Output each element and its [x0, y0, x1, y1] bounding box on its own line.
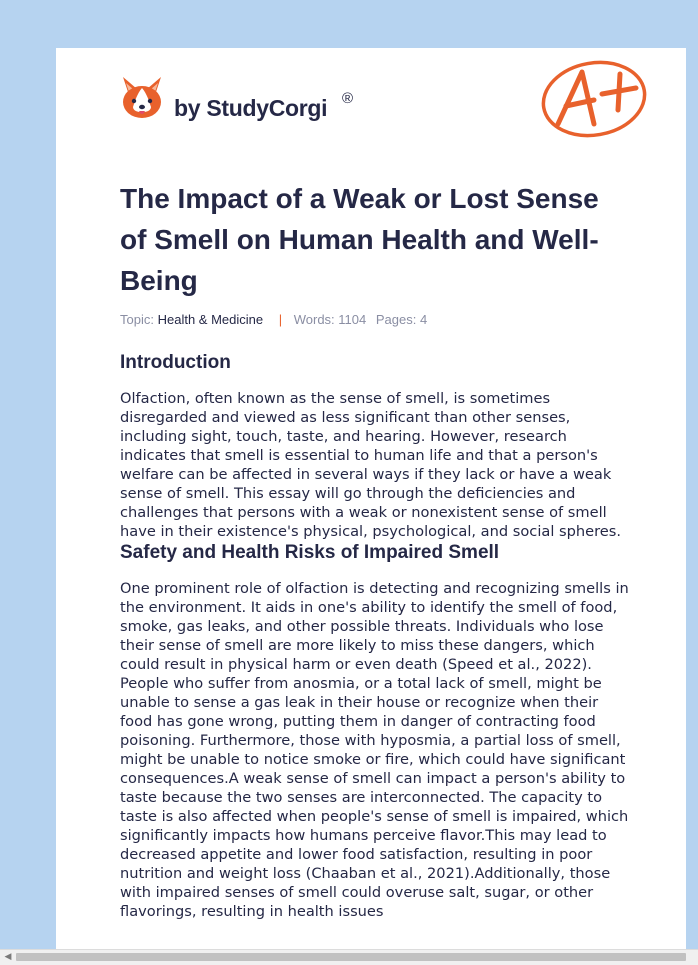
- meta-separator: |: [278, 312, 283, 327]
- topic-label: Topic:: [120, 312, 154, 327]
- document-page: [56, 48, 686, 964]
- essay-title: The Impact of a Weak or Lost Sense of Smell on Human Health and Well-Being: [120, 183, 599, 296]
- header: [56, 48, 686, 158]
- registered-mark: ®: [342, 90, 354, 107]
- page-count: Pages: 4: [375, 312, 428, 327]
- topic-link[interactable]: Health & Medicine: [157, 312, 264, 327]
- essay-body: [120, 351, 632, 921]
- scroll-left-arrow-icon[interactable]: ◀: [4, 952, 12, 962]
- horizontal-scrollbar[interactable]: [0, 949, 698, 965]
- word-count: Words: 1104: [293, 312, 367, 327]
- essay-meta: [120, 312, 427, 327]
- section-heading: Safety and Health Risks of Impaired Smell: [120, 542, 500, 563]
- brand-name[interactable]: by StudyCorgi: [174, 95, 328, 121]
- scrollbar-thumb[interactable]: [16, 953, 686, 961]
- section-paragraph: One prominent role of olfaction is detecting and recognizing smells in the environment. It aids in one's ability to identify the smell of food, smoke, gas leaks, and other possible threats. Individuals who lose their sense of smell are more likely to miss these dangers, which could result in physical harm or even death (Speed et al., 2022). People who suffer from anosmia, or a total lack of smell, might be unable to sense a gas leak in their house or recognize when their food has gone wrong, putting them in danger of contracting food poisoning. Furthermore, those with hyposmia, a partial loss of smell, might be unable to notice smoke or fire, which could have significant consequences.A weak sense of smell can impact a person's ability to taste because the two senses are interconnected. The capacity to taste is also affected when people's sense of smell is impaired, which significantly impacts how humans perceive flavor.This may lead to decreased appetite and lower food satisfaction, resulting in poor nutrition and weight loss (Chaaban et al., 2021).Additionally, those with impaired senses of smell could overuse salt, sugar, or other flavorings, resulting in health issues: [120, 580, 629, 920]
- corgi-logo-icon: [120, 74, 164, 120]
- section-heading: Introduction: [120, 352, 231, 373]
- grade-badge-a-plus-icon: [538, 58, 650, 140]
- section-paragraph: Olfaction, often known as the sense of smell, is sometimes disregarded and viewed as less significant than other senses, including sight, touch, taste, and hearing. However, research indicates that smell is essential to human life and that a person's welfare can be affected in several ways if they lack or have a weak sense of smell. This essay will go through the deficiencies and challenges that persons with a weak or nonexistent sense of smell have in their existence's physical, psychological, and social spheres.: [120, 390, 622, 540]
